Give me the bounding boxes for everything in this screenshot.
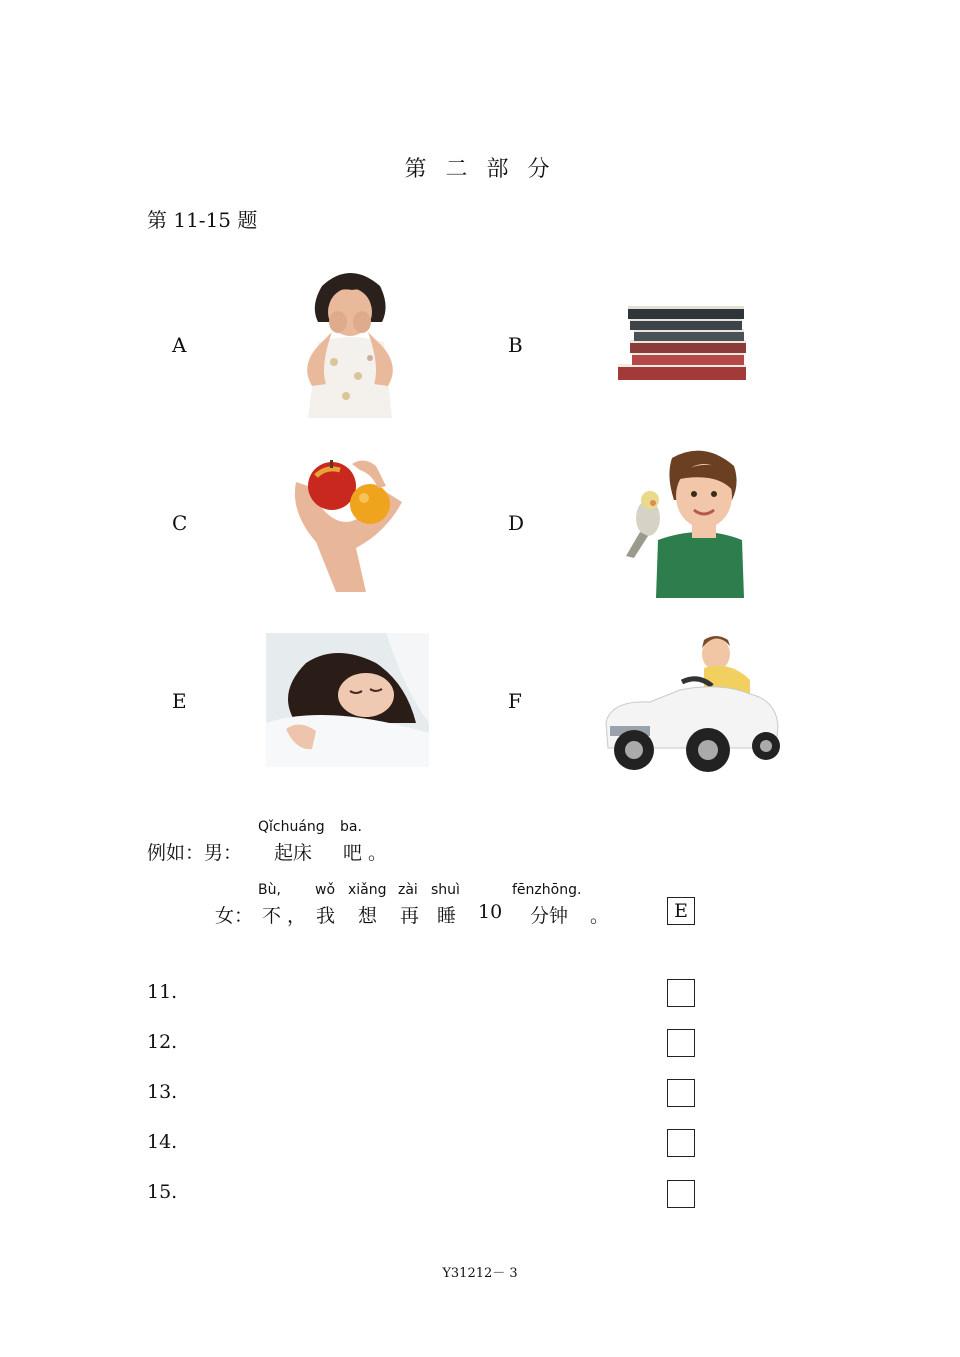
example-pinyin: shuì bbox=[431, 882, 460, 898]
example-hanzi: 分钟 bbox=[530, 905, 569, 927]
girl-crying-image bbox=[292, 266, 408, 418]
example-hanzi: 再 bbox=[400, 905, 420, 927]
page-title: 第 二 部 分 bbox=[404, 157, 556, 182]
question-number-15: 15. bbox=[147, 1181, 178, 1203]
example-hanzi: 起床 bbox=[274, 842, 313, 864]
option-letter-b: B bbox=[508, 333, 523, 357]
example-woman-speaker: 女： bbox=[215, 905, 254, 927]
example-hanzi: 。 bbox=[368, 842, 388, 864]
boy-in-toy-car-image bbox=[600, 630, 782, 778]
example-answer-box: E bbox=[667, 897, 695, 925]
answer-box-15[interactable] bbox=[667, 1180, 695, 1208]
example-prefix: 例如：男： bbox=[147, 842, 243, 864]
woman-sleeping-image bbox=[266, 633, 429, 767]
answer-box-11[interactable] bbox=[667, 979, 695, 1007]
page-footer: Y31212－ 3 bbox=[442, 1266, 518, 1281]
example-pinyin: fēnzhōng. bbox=[512, 882, 582, 898]
question-number-11: 11. bbox=[147, 981, 178, 1003]
example-pinyin: ba. bbox=[340, 819, 362, 835]
option-letter-e: E bbox=[172, 689, 187, 713]
question-number-12: 12. bbox=[147, 1031, 178, 1053]
example-hanzi: 想 bbox=[358, 905, 378, 927]
example-pinyin: Qǐchuáng bbox=[258, 819, 325, 835]
boy-with-bird-image bbox=[622, 444, 744, 598]
option-letter-f: F bbox=[508, 689, 522, 713]
example-hanzi: 。 bbox=[590, 905, 610, 927]
example-hanzi: ， bbox=[287, 905, 307, 927]
option-letter-c: C bbox=[172, 511, 188, 535]
example-hanzi: 睡 bbox=[437, 905, 457, 927]
question-number-13: 13. bbox=[147, 1081, 178, 1103]
example-hanzi: 吧 bbox=[343, 842, 363, 864]
hands-holding-fruit-image bbox=[286, 452, 406, 592]
option-letter-d: D bbox=[508, 511, 525, 535]
example-pinyin: zài bbox=[398, 882, 418, 898]
answer-box-13[interactable] bbox=[667, 1079, 695, 1107]
example-hanzi: 不 bbox=[262, 905, 282, 927]
example-pinyin: Bù, bbox=[258, 882, 281, 898]
example-pinyin: xiǎng bbox=[348, 882, 387, 898]
example-hanzi: 10 bbox=[478, 901, 503, 923]
option-letter-a: A bbox=[172, 333, 187, 357]
section-heading: 第 11-15 题 bbox=[147, 208, 258, 232]
question-number-14: 14. bbox=[147, 1131, 178, 1153]
example-pinyin: wǒ bbox=[315, 882, 336, 898]
answer-box-14[interactable] bbox=[667, 1129, 695, 1157]
stack-of-books-image bbox=[614, 302, 750, 384]
answer-box-12[interactable] bbox=[667, 1029, 695, 1057]
example-hanzi: 我 bbox=[316, 905, 336, 927]
